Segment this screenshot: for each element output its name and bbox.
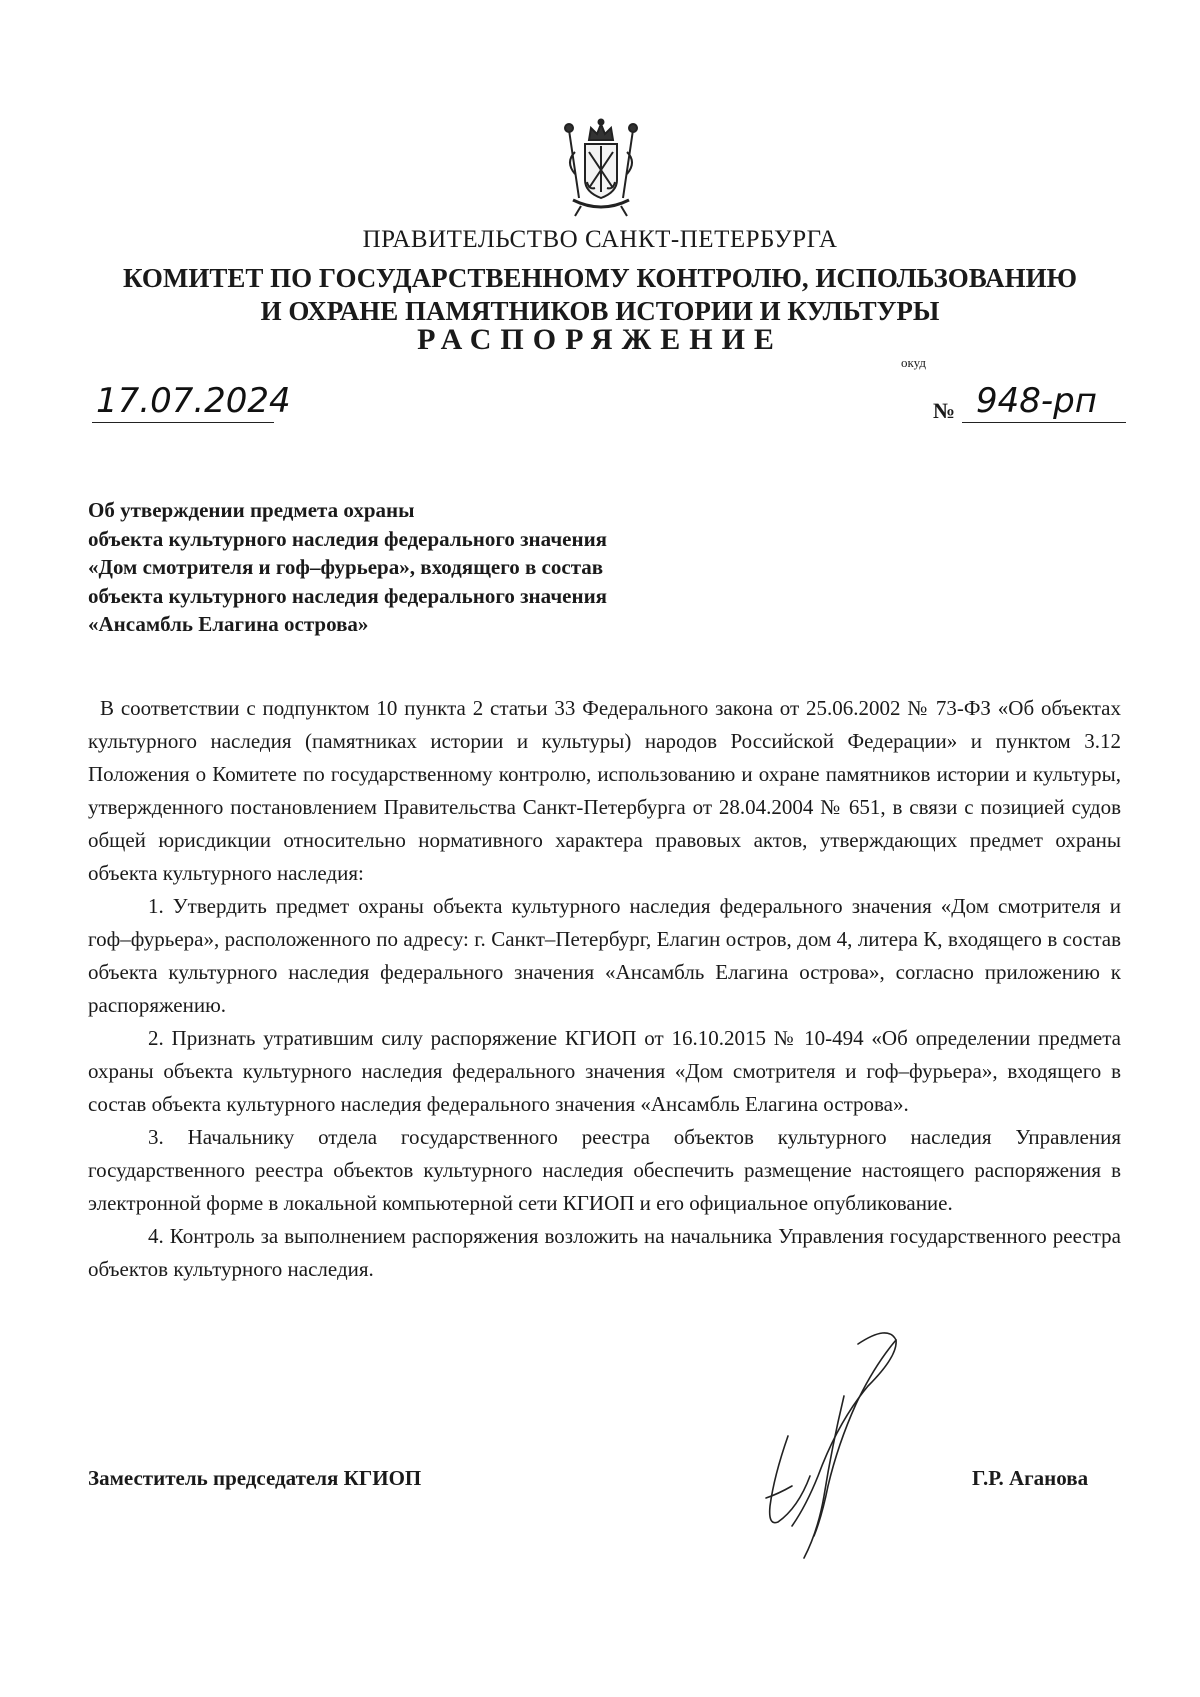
order-number: 948-рп [962,380,1126,423]
subject-line: объекта культурного наследия федерального значения [88,526,608,551]
order-item-4: 4. Контроль за выполнением распоряжения возложить на начальника Управления государственного реестра объектов культурного наследия. [88,1224,1121,1281]
subject-line: объекта культурного наследия федерального значения [88,583,608,608]
saint-petersburg-coat-of-arms-icon [555,118,647,218]
order-subject [88,496,607,639]
document-type: РАСПОРЯЖЕНИЕ [417,323,783,356]
subject-line: «Ансамбль Елагина острова» [88,612,369,637]
committee-line: КОМИТЕТ ПО ГОСУДАРСТВЕННОМУ КОНТРОЛЮ, ИСПОЛЬЗОВАНИЮ [123,263,1077,293]
preamble-paragraph: В соответствии с подпунктом 10 пункта 2 статьи 33 Федерального закона от 25.06.2002 № 73-ФЗ «Об объектах культурного наследия (памятниках истории и культуры) народов Российской Федерации» и пунктом 3.12 Положения о Комитете по государственному контролю, использованию и охране памятников истории и культуры, утвержденного постановлением Правительства Санкт-Петербурга от 28.04.2004 № 651, в связи с позицией судов общей юрисдикции относительно нормативного характера правовых актов, утверждающих предмет охраны объекта культурного наследия: [88,696,1121,885]
signer-position: Заместитель председателя КГИОП [88,1466,422,1490]
okud-label: окуд [901,355,926,370]
committee-line: И ОХРАНЕ ПАМЯТНИКОВ ИСТОРИИ И КУЛЬТУРЫ [260,296,940,326]
order-date: 17.07.2024 [92,380,274,423]
subject-line: «Дом смотрителя и гоф–фурьера», входящего в состав [88,555,604,580]
order-item-2: 2. Признать утратившим силу распоряжение КГИОП от 16.10.2015 № 10-494 «Об определении предмета охраны объекта культурного наследия федерального значения «Дом смотрителя и гоф–фурьера», входящего в состав объекта культурного наследия федерального значения «Ансамбль Елагина острова». [88,1026,1121,1116]
committee-name [0,262,1200,328]
handwritten-signature-icon [748,1326,938,1561]
order-item-3: 3. Начальнику отдела государственного реестра объектов культурного наследия Управления государственного реестра объектов культурного наследия обеспечить размещение настоящего распоряжения в электронной форме в локальной компьютерной сети КГИОП и его официальное опубликование. [88,1125,1121,1215]
government-name: ПРАВИТЕЛЬСТВО САНКТ-ПЕТЕРБУРГА [362,226,838,253]
order-item-1: 1. Утвердить предмет охраны объекта культурного наследия федерального значения «Дом смотрителя и гоф–фурьера», расположенного по адресу: г. Санкт–Петербург, Елагин остров, дом 4, литера К, входящего в состав объекта культурного наследия федерального значения «Ансамбль Елагина острова», согласно приложению к распоряжению. [88,894,1121,1017]
signer-name: Г.Р. Аганова [972,1466,1089,1490]
subject-line: Об утверждении предмета охраны [88,498,415,522]
order-body [88,692,1121,1286]
number-label: № [933,398,956,423]
